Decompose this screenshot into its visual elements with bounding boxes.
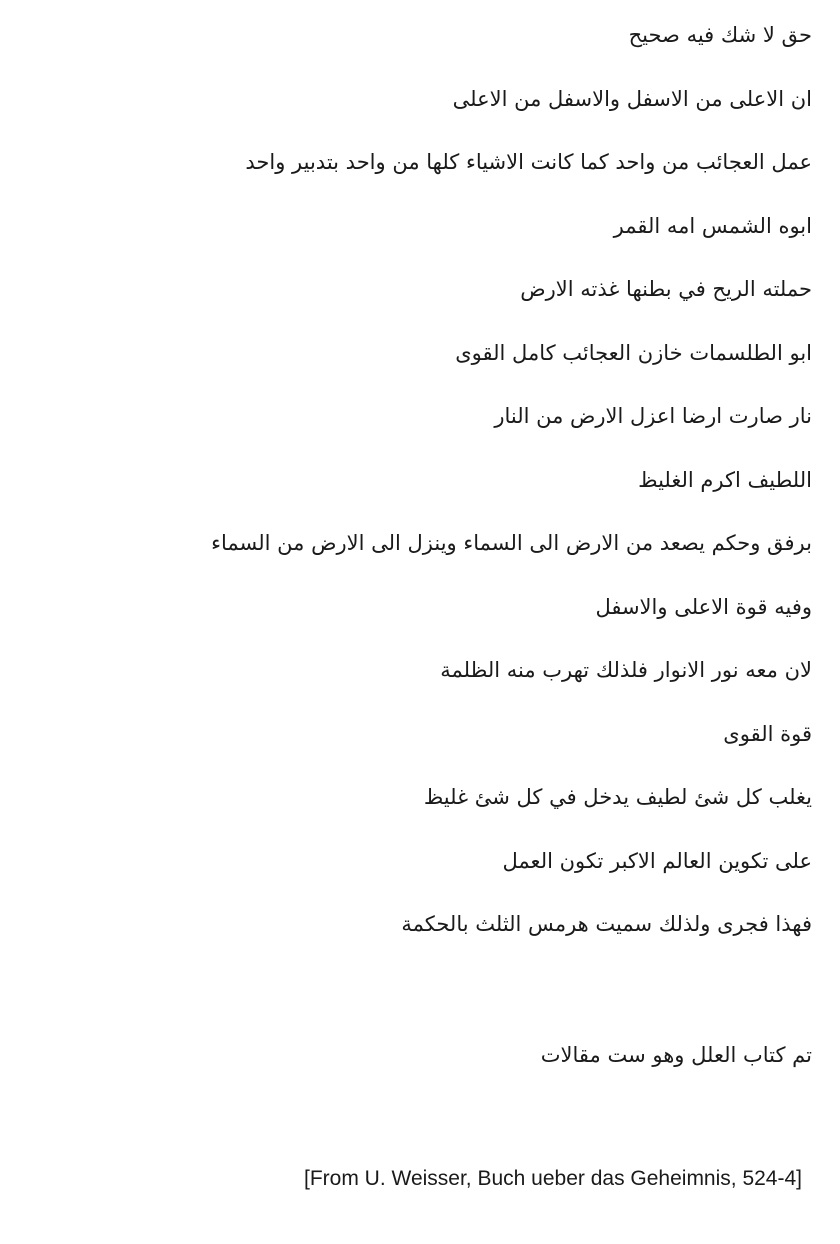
closing-line: تم كتاب العلل وهو ست مقالات: [540, 1043, 812, 1067]
verse-line: نار صارت ارضا اعزل الارض من النار: [494, 404, 812, 428]
source-citation: [From U. Weisser, Buch ueber das Geheimnis, 524-4]: [304, 1167, 802, 1190]
verse-line: عمل العجائب من واحد كما كانت الاشياء كلها من واحد بتدبير واحد: [245, 150, 812, 174]
verse-line: اللطيف اكرم الغليظ: [638, 467, 812, 492]
verse-line: ابو الطلسمات خازن العجائب كامل القوى: [455, 340, 812, 365]
verse-line: لان معه نور الانوار فلذلك تهرب منه الظلمة: [440, 658, 812, 682]
verse-line: يغلب كل شئ لطيف يدخل في كل شئ غليظ: [423, 785, 812, 809]
verse-line: حق لا شك فيه صحيح: [628, 23, 812, 47]
verse-line: قوة القوى: [723, 721, 812, 746]
verse-line: وفيه قوة الاعلى والاسفل: [595, 594, 812, 619]
verse-line: ابوه الشمس امه القمر: [613, 213, 812, 238]
verse-line: فهذا فجرى ولذلك سميت هرمس الثلث بالحكمة: [401, 912, 812, 936]
verse-line: حملته الريح في بطنها غذته الارض: [520, 277, 812, 301]
verse-list: [52, 18, 812, 971]
verse-line: برفق وحكم يصعد من الارض الى السماء وينزل الى الارض من السماء: [211, 531, 812, 555]
verse-line: ان الاعلى من الاسفل والاسفل من الاعلى: [452, 86, 812, 111]
verse-line: على تكوين العالم الاكبر تكون العمل: [502, 848, 812, 873]
